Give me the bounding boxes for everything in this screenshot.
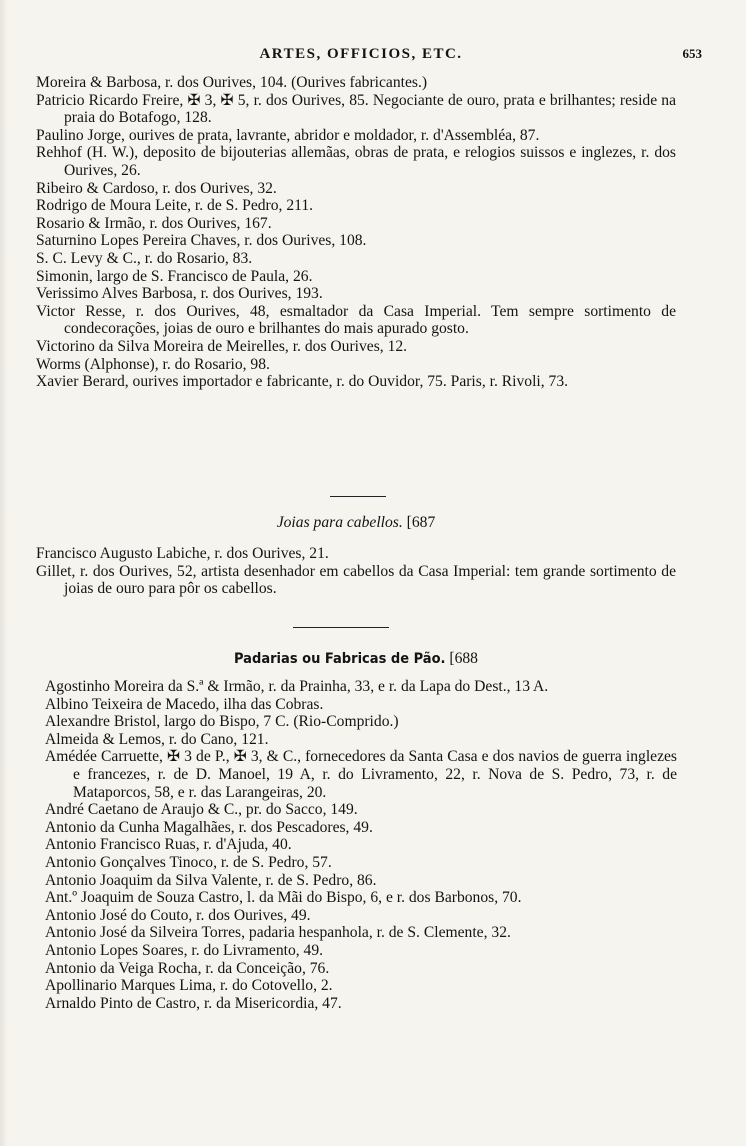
list-item: Agostinho Moreira da S.ª & Irmão, r. da Prainha, 33, e r. da Lapa do Dest., 13 A. bbox=[45, 678, 549, 695]
list-item: Arnaldo Pinto de Castro, r. da Misericordia, 47. bbox=[45, 994, 342, 1012]
list-item: Paulino Jorge, ourives de prata, lavrante, abridor e moldador, r. d'Assembléa, 87. bbox=[36, 126, 540, 144]
list-item: Rosario & Irmão, r. dos Ourives, 167. bbox=[36, 214, 272, 232]
list-item: Rehhof (H. W.), deposito de bijouterias allemãas, obras de prata, e relogios suissos e inglezes, r. dos Ourives, 26. bbox=[36, 144, 676, 179]
list-item: S. C. Levy & C., r. do Rosario, 83. bbox=[36, 249, 253, 267]
section-number: [687 bbox=[406, 514, 436, 531]
list-item: Antonio da Cunha Magalhães, r. dos Pescadores, 49. bbox=[45, 818, 373, 836]
section-title: Joias para cabellos. bbox=[276, 514, 403, 531]
list-item: Patricio Ricardo Freire, ✠ 3, ✠ 5, r. dos Ourives, 85. Negociante de ouro, prata e brilhantes; reside na praia do Botafogo, 128. bbox=[36, 91, 676, 127]
list-item: Antonio Gonçalves Tinoco, r. de S. Pedro, 57. bbox=[45, 853, 332, 871]
list-item: Victorino da Silva Moreira de Meirelles, r. dos Ourives, 12. bbox=[36, 337, 408, 355]
list-item: Victor Resse, r. dos Ourives, 48, esmaltador da Casa Imperial. Tem sempre sortimento de condecorações, joias de ouro e brilhantes do mais apurado gosto. bbox=[36, 302, 676, 338]
list-item: Ant.º Joaquim de Souza Castro, l. da Mãi do Bispo, 6, e r. dos Barbonos, 70. bbox=[45, 889, 522, 907]
section-heading-padarias bbox=[36, 650, 676, 668]
list-item: Albino Teixeira de Macedo, ilha das Cobras. bbox=[45, 695, 324, 713]
list-item: Antonio Joaquim da Silva Valente, r. de S. Pedro, 86. bbox=[45, 871, 377, 889]
page-edge bbox=[0, 0, 8, 1146]
list-item: Almeida & Lemos, r. do Cano, 121. bbox=[45, 730, 269, 748]
joias-list bbox=[36, 545, 676, 598]
list-item: Verissimo Alves Barbosa, r. dos Ourives, 193. bbox=[36, 285, 323, 303]
list-item: Xavier Berard, ourives importador e fabricante, r. do Ouvidor, 75. Paris, r. Rivoli, 73. bbox=[36, 373, 569, 391]
goldsmiths-list bbox=[36, 74, 676, 391]
section-divider bbox=[330, 496, 386, 497]
list-item: Francisco Augusto Labiche, r. dos Ourives, 21. bbox=[36, 545, 329, 562]
list-item: Moreira & Barbosa, r. dos Ourives, 104. (Ourives fabricantes.) bbox=[36, 74, 428, 91]
list-item: Rodrigo de Moura Leite, r. de S. Pedro, 211. bbox=[36, 197, 314, 215]
list-item: Saturnino Lopes Pereira Chaves, r. dos Ourives, 108. bbox=[36, 232, 367, 250]
padarias-list bbox=[45, 678, 677, 1012]
section-title: Padarias ou Fabricas de Pão. bbox=[234, 651, 446, 667]
list-item: Amédée Carruette, ✠ 3 de P., ✠ 3, & C., fornecedores da Santa Casa e dos navios de guerra inglezes e francezes, r. de D. Manoel, 19 A, r. do Livramento, 22, r. Nova de S. Pedro, 73, r. de Mataporcos, 58, e r. das Larangeiras, 20. bbox=[45, 748, 677, 801]
running-header bbox=[36, 46, 702, 68]
list-item: Ribeiro & Cardoso, r. dos Ourives, 32. bbox=[36, 179, 277, 197]
list-item: Alexandre Bristol, largo do Bispo, 7 C. (Rio-Comprido.) bbox=[45, 713, 399, 731]
section-divider bbox=[293, 627, 389, 628]
list-item: Worms (Alphonse), r. do Rosario, 98. bbox=[36, 355, 270, 373]
section-heading-joias bbox=[36, 514, 676, 532]
section-number: [688 bbox=[449, 650, 478, 667]
page-number: 653 bbox=[682, 46, 702, 61]
list-item: Antonio da Veiga Rocha, r. da Conceição, 76. bbox=[45, 959, 330, 977]
list-item: Gillet, r. dos Ourives, 52, artista desenhador em cabellos da Casa Imperial: tem grande sortimento de joias de ouro para pôr os cabellos. bbox=[36, 562, 676, 598]
list-item: Apollinario Marques Lima, r. do Cotovello, 2. bbox=[45, 977, 333, 995]
list-item: André Caetano de Araujo & C., pr. do Sacco, 149. bbox=[45, 801, 358, 819]
list-item: Antonio Lopes Soares, r. do Livramento, 49. bbox=[45, 941, 324, 959]
header-title: ARTES, OFFICIOS, ETC. bbox=[259, 46, 463, 62]
list-item: Antonio Francisco Ruas, r. d'Ajuda, 40. bbox=[45, 836, 292, 854]
list-item: Antonio José do Couto, r. dos Ourives, 49. bbox=[45, 906, 311, 924]
list-item: Simonin, largo de S. Francisco de Paula, 26. bbox=[36, 267, 313, 285]
list-item: Antonio José da Silveira Torres, padaria hespanhola, r. de S. Clemente, 32. bbox=[45, 924, 511, 942]
